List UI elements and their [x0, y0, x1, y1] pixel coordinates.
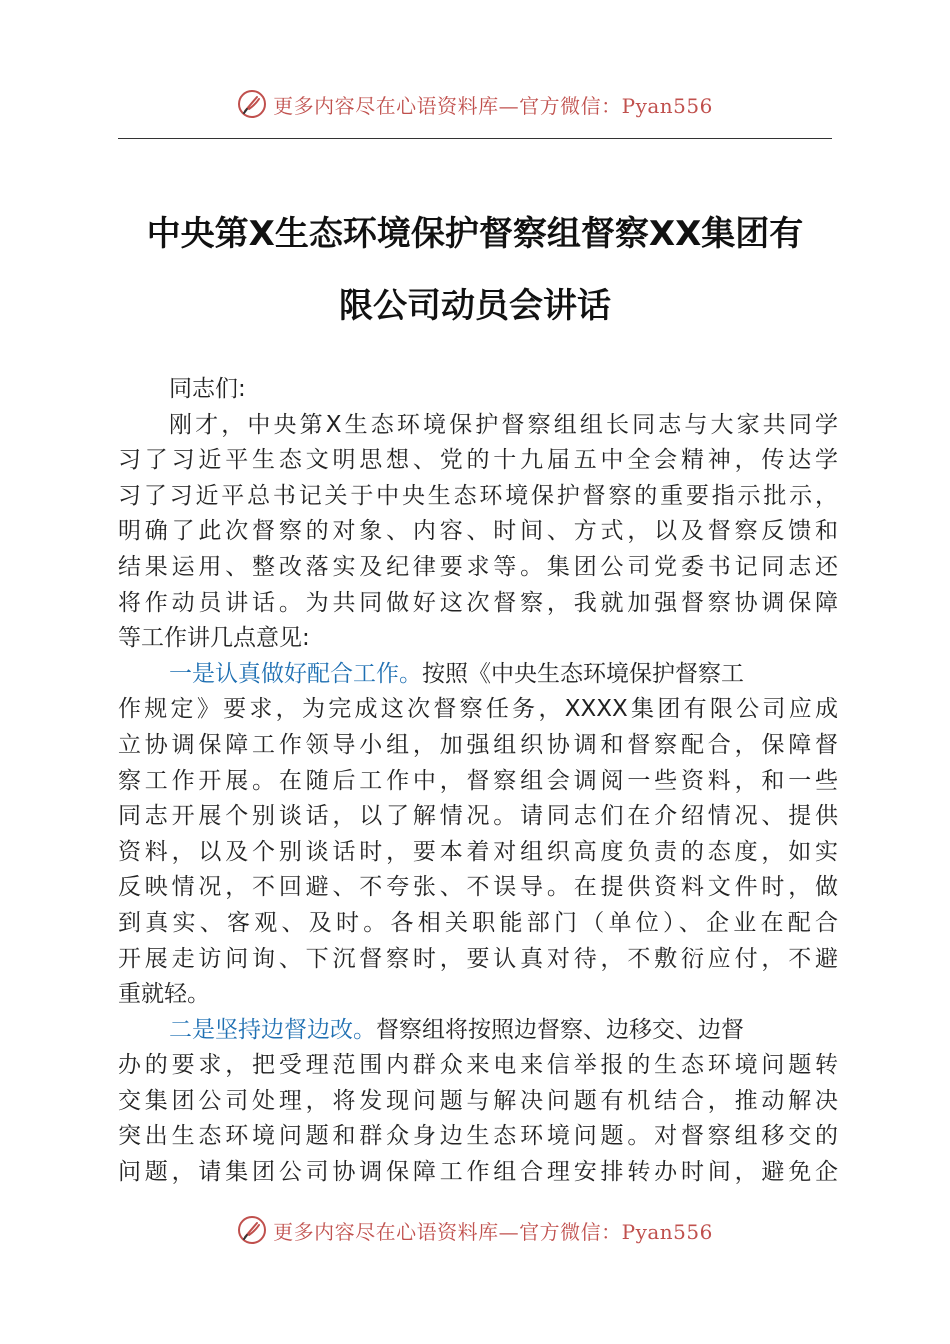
paragraph-line: 资料，以及个别谈话时，要本着对组织高度负责的态度，如实	[118, 838, 838, 865]
document-title-line-2: 限公司动员会讲话	[339, 286, 611, 326]
paragraph-line: 刚才，中央第X生态环境保护督察组组长同志与大家共同学	[169, 411, 838, 438]
paragraph-line: 到真实、客观、及时。各相关职能部门（单位）、企业在配合	[118, 909, 838, 936]
footer-banner	[0, 1210, 950, 1250]
paragraph-line: 开展走访问询、下沉督察时，要认真对待，不敷衍应付，不避	[118, 945, 838, 972]
header-banner-text: 更多内容尽在心语资料库—官方微信：Pyan556	[273, 93, 713, 118]
quill-logo-icon	[237, 1215, 267, 1245]
paragraph-line: 习了习近平总书记关于中央生态环境保护督察的重要指示批示，	[118, 482, 838, 509]
document-title-line-1: 中央第X生态环境保护督察组督察XX集团有	[146, 214, 804, 254]
paragraph-line: 习了习近平生态文明思想、党的十九届五中全会精神，传达学	[118, 447, 838, 474]
paragraph-line: 反映情况，不回避、不夸张、不误导。在提供资料文件时，做	[118, 874, 838, 901]
paragraph-line: 问题，请集团公司协调保障工作组合理安排转办时间，避免企	[118, 1159, 838, 1186]
footer-banner-text: 更多内容尽在心语资料库—官方微信：Pyan556	[273, 1219, 713, 1244]
paragraph-line: 办的要求，把受理范围内群众来电来信举报的生态环境问题转	[118, 1052, 838, 1079]
header-banner	[0, 84, 950, 124]
section-heading-2: 二是坚持边督边改。	[169, 1016, 376, 1043]
document-body	[118, 372, 838, 1191]
quill-logo-icon	[237, 89, 267, 119]
paragraph-line-rest: 督察组将按照边督察、边移交、边督	[376, 1016, 744, 1043]
paragraph-line: 立协调保障工作领导小组，加强组织协调和督察配合，保障督	[118, 731, 838, 758]
header-rule	[118, 138, 832, 139]
paragraph-3-first-line	[118, 1013, 838, 1049]
paragraph-line: 等工作讲几点意见:	[118, 625, 310, 652]
section-heading-1: 一是认真做好配合工作。	[169, 660, 422, 687]
paragraph-line: 同志开展个别谈话，以了解情况。请同志们在介绍情况、提供	[118, 803, 838, 830]
paragraph-line: 明确了此次督察的对象、内容、时间、方式，以及督察反馈和	[118, 518, 838, 545]
paragraph-2-first-line	[118, 657, 838, 693]
paragraph-line: 交集团公司处理，将发现问题与解决问题有机结合，推动解决	[118, 1087, 838, 1114]
paragraph-line: 重就轻。	[118, 981, 210, 1008]
paragraph-line: 结果运用、整改落实及纪律要求等。集团公司党委书记同志还	[118, 553, 838, 580]
paragraph-line: 突出生态环境问题和群众身边生态环境问题。对督察组移交的	[118, 1123, 838, 1150]
greeting: 同志们:	[169, 376, 246, 402]
paragraph-line-rest: 按照《中央生态环境保护督察工	[422, 660, 744, 687]
paragraph-line: 作规定》要求，为完成这次督察任务，XXXX集团有限公司应成	[118, 696, 838, 723]
paragraph-line: 察工作开展。在随后工作中，督察组会调阅一些资料，和一些	[118, 767, 838, 794]
paragraph-line: 将作动员讲话。为共同做好这次督察，我就加强督察协调保障	[118, 589, 838, 616]
